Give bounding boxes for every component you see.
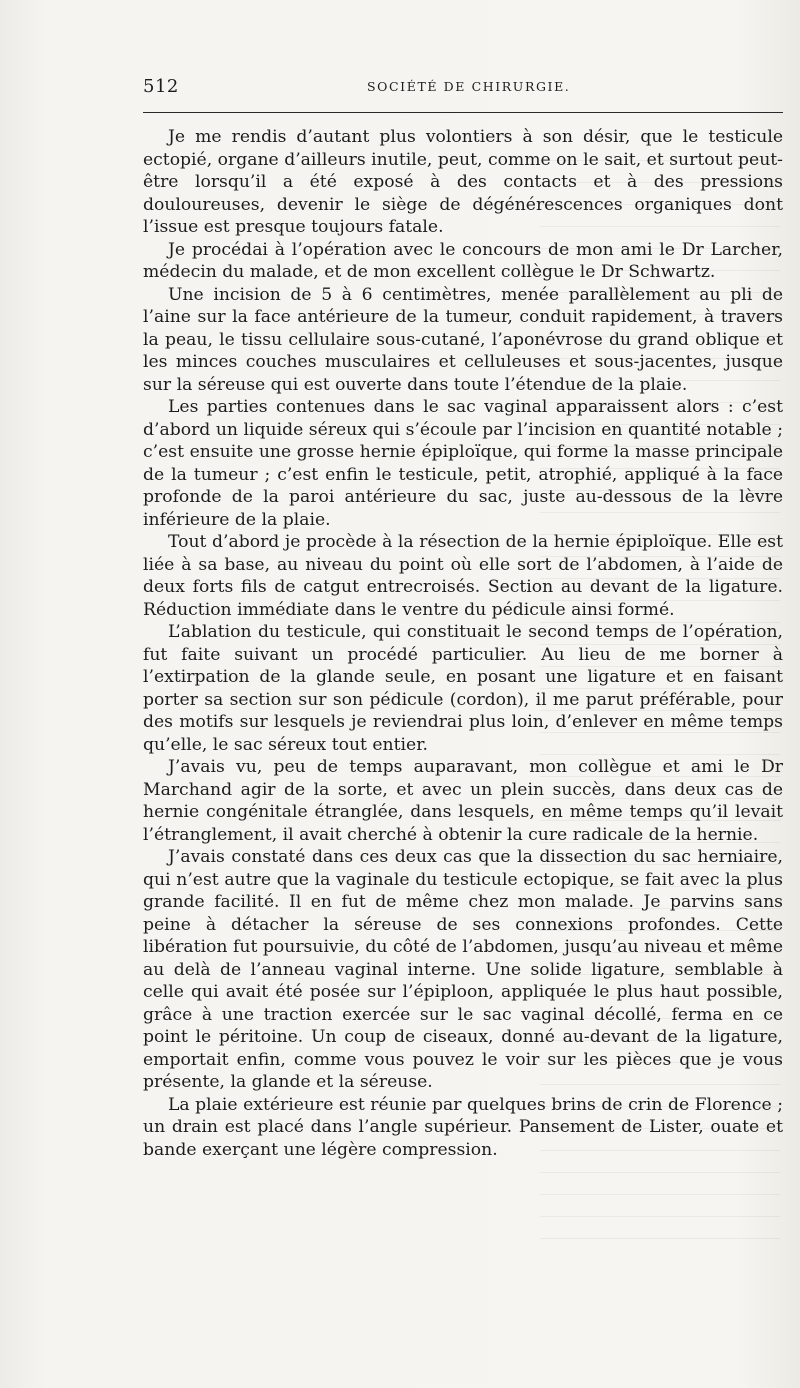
header-rule bbox=[143, 112, 783, 113]
page-number: 512 bbox=[143, 76, 179, 97]
body-text bbox=[143, 126, 783, 1161]
paragraph: J’avais constaté dans ces deux cas que la dissection du sac herniaire, qui n’est autre que la vaginale du testicule ectopique, se fait avec la plus grande facilité. Il en fut de même chez mon malade. Je parvins sans peine à détacher la séreuse de ses connexions profondes. Cette libération fut poursuivie, du côté de l’abdomen, jusqu’au niveau et même au delà de l’anneau vaginal interne. Une solide ligature, semblable à celle qui avait été posée sur l’épiploon, appliquée le plus haut possible, grâce à une traction exercée sur le sac vaginal décollé, ferma en ce point le péritoine. Un coup de ciseaux, donné au-devant de la ligature, emportait enfin, comme vous pouvez le voir sur les pièces que je vous présente, la glande et la séreuse. bbox=[143, 847, 783, 1092]
paragraph: J’avais vu, peu de temps auparavant, mon collègue et ami le Dr Marchand agir de la sorte, et avec un plein succès, dans deux cas de hernie congénitale étranglée, dans lesquels, en même temps qu’il levait l’étranglement, il avait cherché à obtenir la cure radicale de la hernie. bbox=[143, 757, 783, 845]
paragraph: Les parties contenues dans le sac vaginal apparaissent alors : c’est d’abord un liquide séreux qui s’écoule par l’incision en quantité notable ; c’est ensuite une grosse hernie épiploïque, qui forme la masse principale de la tumeur ; c’est enfin le testicule, petit, atrophié, appliqué à la face profonde de la paroi antérieure du sac, juste au-dessous de la lèvre inférieure de la plaie. bbox=[143, 397, 783, 530]
running-title: SOCIÉTÉ DE CHIRURGIE. bbox=[367, 79, 571, 94]
paragraph: Une incision de 5 à 6 centimètres, menée parallèlement au pli de l’aine sur la face antérieure de la tumeur, conduit rapidement, à travers la peau, le tissu cellulaire sous-cutané, l’aponévrose du grand oblique et les minces couches musculaires et celluleuses et sous-jacentes, jusque sur la séreuse qui est ouverte dans toute l’étendue de la plaie. bbox=[143, 284, 783, 395]
paragraph: L’ablation du testicule, qui constituait le second temps de l’opération, fut faite suivant un procédé particulier. Au lieu de me borner à l’extirpation de la glande seule, en posant une ligature et en faisant porter sa section sur son pédicule (cordon), il me parut préférable, pour des motifs sur lesquels je reviendrai plus loin, d’enlever en même temps qu’elle, le sac séreux tout entier. bbox=[143, 622, 783, 755]
paragraph: Je me rendis d’autant plus volontiers à son désir, que le testicule ectopié, organe d’ailleurs inutile, peut, comme on le sait, et surtout peut-être lorsqu’il a été exposé à des contacts et à des pressions douloureuses, devenir le siège de dégénérescences organiques dont l’issue est presque toujours fatale. bbox=[143, 127, 783, 237]
running-head bbox=[143, 76, 783, 100]
paragraph: Je procédai à l’opération avec le concours de mon ami le Dr Larcher, médecin du malade, et de mon excellent collègue le Dr Schwartz. bbox=[143, 239, 783, 282]
paragraph: La plaie extérieure est réunie par quelques brins de crin de Florence ; un drain est placé dans l’angle supérieur. Pansement de Lister, ouate et bande exerçant une légère compression. bbox=[143, 1094, 783, 1160]
paragraph: Tout d’abord je procède à la résection de la hernie épiploïque. Elle est liée à sa base, au niveau du point où elle sort de l’abdomen, à l’aide de deux forts fils de catgut entrecroisés. Section au devant de la ligature. Réduction immédiate dans le ventre du pédicule ainsi formé. bbox=[143, 532, 783, 620]
